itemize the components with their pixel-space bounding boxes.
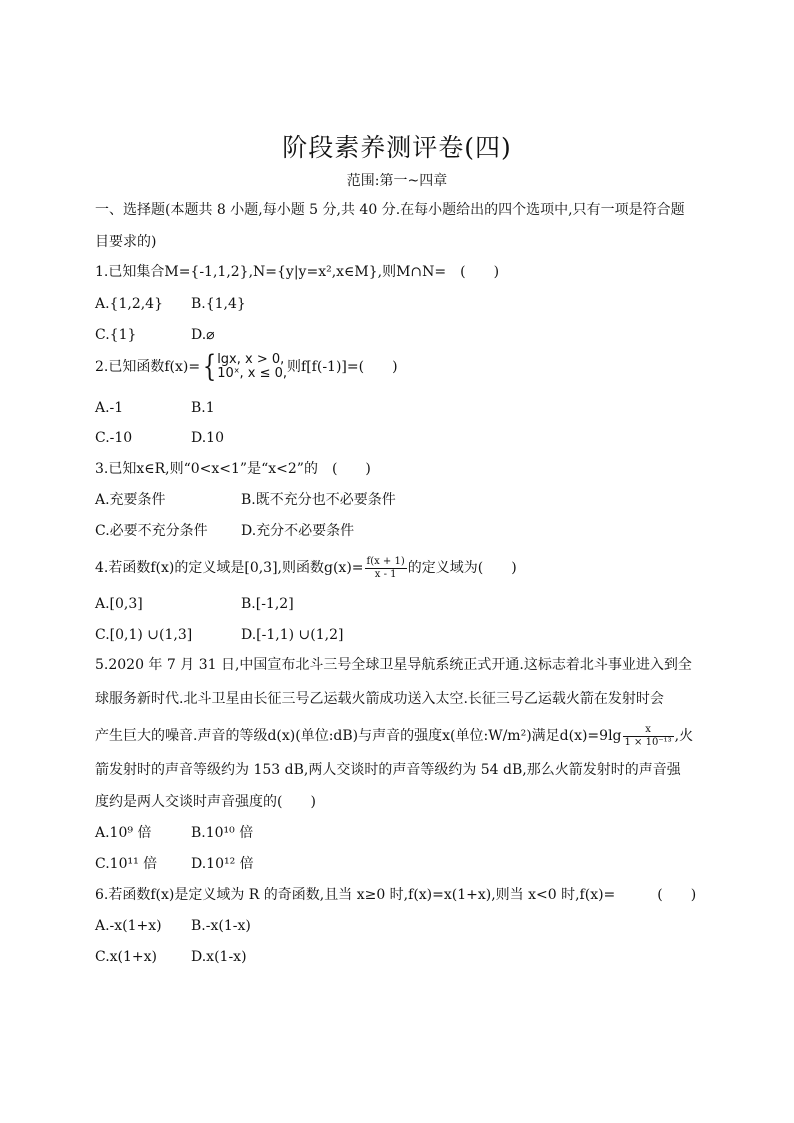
question-5-line-4: 箭发射时的声音等级约为 153 dB,两人交谈时的声音等级约为 54 dB,那么火箭发射时的声音强 [95, 762, 681, 778]
question-6-stem: 6.若函数f(x)是定义域为 R 的奇函数,且当 x≥0 时,f(x)=x(1+x),则当 x<0 时,f(x)= ( ) [95, 887, 697, 903]
question-5-line-3b: ,火 [674, 728, 694, 744]
question-5-line-3a: 产生巨大的噪音.声音的等级d(x)(单位:dB)与声音的强度x(单位:W/m²)满足d(x)=9lg [95, 728, 622, 744]
question-5-option-c: C.10¹¹ 倍 [95, 856, 158, 872]
question-3-option-b: B.既不充分也不必要条件 [241, 492, 396, 508]
fraction-numerator: x [623, 724, 674, 737]
question-6-option-a: A.-x(1+x) [95, 918, 162, 934]
question-1-stem: 1.已知集合M={-1,1,2},N={y|y=x²,x∈M},则M∩N= ( ) [95, 264, 500, 280]
question-4-option-b: B.[-1,2] [241, 596, 294, 612]
page-title: 阶段素养测评卷(四) [282, 133, 512, 162]
question-2-suffix: 则f[f(-1)]=( ) [287, 359, 398, 375]
question-1-option-d: D.⌀ [191, 327, 215, 343]
section-header-line2: 目要求的) [95, 234, 157, 250]
question-3-option-d: D.充分不必要条件 [241, 523, 355, 539]
question-4-fraction [365, 556, 407, 581]
fraction-denominator: 1 × 10⁻¹³ [624, 736, 672, 748]
question-4-option-d: D.[-1,1) ∪(1,2] [241, 627, 344, 643]
question-6-option-d: D.x(1-x) [191, 949, 247, 965]
section-header-line1: 一、选择题(本题共 8 小题,每小题 5 分,共 40 分.在每小题给出的四个选项中,只有一项是符合题 [95, 202, 685, 218]
question-4-option-a: A.[0,3] [95, 596, 143, 612]
question-2-option-d: D.10 [191, 430, 224, 446]
piecewise-brace: { [202, 349, 217, 384]
question-5-option-b: B.10¹⁰ 倍 [191, 825, 254, 841]
question-5-fraction [623, 724, 674, 749]
question-1-option-a: A.{1,2,4} [95, 296, 163, 312]
question-2-stem [95, 349, 398, 384]
fraction-numerator: f(x + 1) [366, 555, 405, 567]
page-subtitle: 范围:第一~四章 [346, 173, 448, 189]
question-5-line-2: 球服务新时代.北斗卫星由长征三号乙运载火箭成功送入太空.长征三号乙运载火箭在发射时会 [95, 691, 664, 707]
question-5-option-a: A.10⁹ 倍 [95, 825, 152, 841]
question-1-option-b: B.{1,4} [191, 296, 246, 312]
fraction-denominator: x - 1 [374, 568, 397, 580]
piecewise-case-1: lgx, x > 0, [217, 352, 285, 367]
piecewise-case-2: 10ˣ, x ≤ 0, [217, 366, 288, 381]
question-5-option-d: D.10¹² 倍 [191, 856, 254, 872]
question-3-option-a: A.充要条件 [95, 492, 166, 508]
question-1-option-c: C.{1} [95, 327, 137, 343]
question-2-option-c: C.-10 [95, 430, 133, 446]
question-5-line-1: 5.2020 年 7 月 31 日,中国宣布北斗三号全球卫星导航系统正式开通.这标志着北斗事业进入到全 [95, 657, 692, 673]
piecewise-cases [217, 353, 287, 381]
question-6-option-c: C.x(1+x) [95, 949, 158, 965]
question-4-prefix: 4.若函数f(x)的定义域是[0,3],则函数g(x)= [95, 560, 364, 576]
question-5-line-5: 度约是两人交谈时声音强度的( ) [95, 794, 316, 810]
question-3-option-c: C.必要不充分条件 [95, 523, 208, 539]
question-4-option-c: C.[0,1) ∪(1,3] [95, 627, 193, 643]
question-5-line-3 [95, 722, 693, 750]
question-3-stem: 3.已知x∈R,则“0<x<1”是“x<2”的 ( ) [95, 461, 371, 477]
question-4-stem [95, 552, 517, 584]
question-4-suffix: 的定义域为( ) [407, 560, 517, 576]
question-6-option-b: B.-x(1-x) [191, 918, 251, 934]
question-2-option-b: B.1 [191, 400, 215, 416]
question-2-prefix: 2.已知函数f(x)= [95, 359, 201, 375]
question-2-option-a: A.-1 [95, 400, 124, 416]
